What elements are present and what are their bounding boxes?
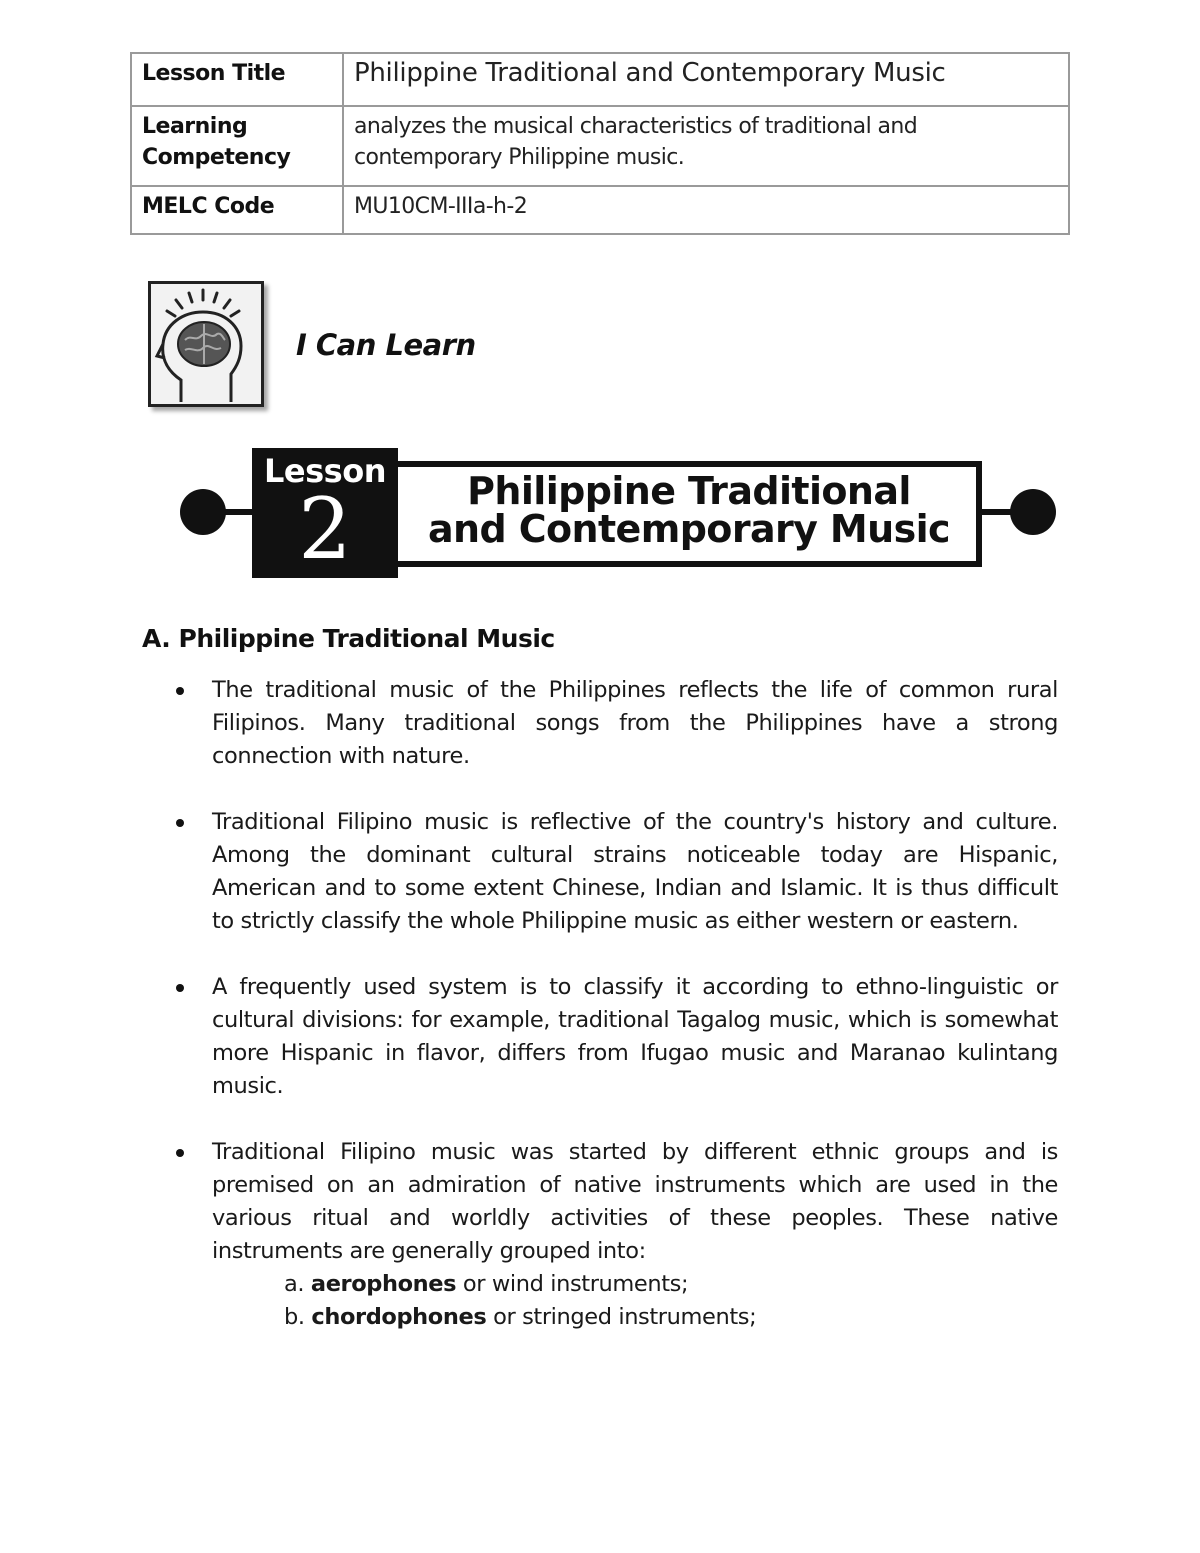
sublist-prefix: b. — [284, 1304, 305, 1330]
sublist-item — [284, 1301, 1058, 1334]
sublist-prefix: a. — [284, 1271, 305, 1297]
learning-competency-label — [131, 106, 343, 186]
sublist-item — [284, 1268, 1058, 1301]
table-row — [131, 186, 1069, 234]
banner-title-line: and Contemporary Music — [428, 507, 950, 551]
bullet-icon — [176, 819, 184, 827]
lesson-title-value: Philippine Traditional and Contemporary Music — [343, 53, 1069, 106]
lesson-number: 2 — [298, 480, 352, 578]
banner-title — [400, 469, 978, 551]
bullet-list — [168, 674, 1058, 1334]
banner-title-line: Philippine Traditional — [467, 469, 911, 513]
table-row — [131, 53, 1069, 106]
bullet-text: Traditional Filipino music was started by different ethnic groups and is premised on an admiration of native instruments which are used in the various ritual and worldly activities of these peoples. These native instruments are generally grouped into: — [212, 1139, 1058, 1264]
sublist-rest: or stringed instruments; — [493, 1304, 757, 1330]
melc-code-value: MU10CM-IIIa-h-2 — [343, 186, 1069, 234]
table-row — [131, 106, 1069, 186]
i-can-learn-heading: I Can Learn — [296, 328, 476, 362]
lesson-label: Lesson — [264, 452, 386, 490]
list-item — [168, 1136, 1058, 1334]
bullet-text: A frequently used system is to classify it according to ethno-linguistic or cultural divisions: for example, traditional Tagalog music, which is somewhat more Hispanic in flavor, differs from Ifugao music and Maranao kulintang music. — [212, 974, 1058, 1099]
list-item — [168, 806, 1058, 938]
value-line: analyzes the musical characteristics of traditional and — [354, 114, 918, 139]
value-line: contemporary Philippine music. — [354, 145, 685, 170]
lesson-info-table — [130, 52, 1070, 235]
label-line: Learning — [142, 114, 248, 139]
lesson-title-label: Lesson Title — [131, 53, 343, 106]
sublist-term: aerophones — [310, 1271, 457, 1297]
bullet-icon — [176, 687, 184, 695]
list-item — [168, 674, 1058, 773]
learning-competency-value — [343, 106, 1069, 186]
bullet-text: The traditional music of the Philippines reflects the life of common rural Filipinos. Many traditional songs from the Philippines have a strong connection with nature. — [212, 677, 1058, 769]
sublist-term: chordophones — [311, 1304, 487, 1330]
list-item — [168, 971, 1058, 1103]
label-line: Competency — [142, 145, 291, 170]
melc-code-label: MELC Code — [131, 186, 343, 234]
sublist-rest: or wind instruments; — [462, 1271, 689, 1297]
bullet-icon — [176, 1149, 184, 1157]
brain-head-icon — [148, 281, 264, 407]
section-heading: A. Philippine Traditional Music — [142, 624, 555, 653]
bullet-icon — [176, 984, 184, 992]
bullet-text: Traditional Filipino music is reflective of the country's history and culture. Among the dominant cultural strains noticeable today are Hispanic, American and to some extent Chinese, Indian and Islamic. It is thus difficult to strictly classify the whole Philippine music as either western or eastern. — [212, 809, 1058, 934]
instrument-sublist — [212, 1268, 1058, 1334]
